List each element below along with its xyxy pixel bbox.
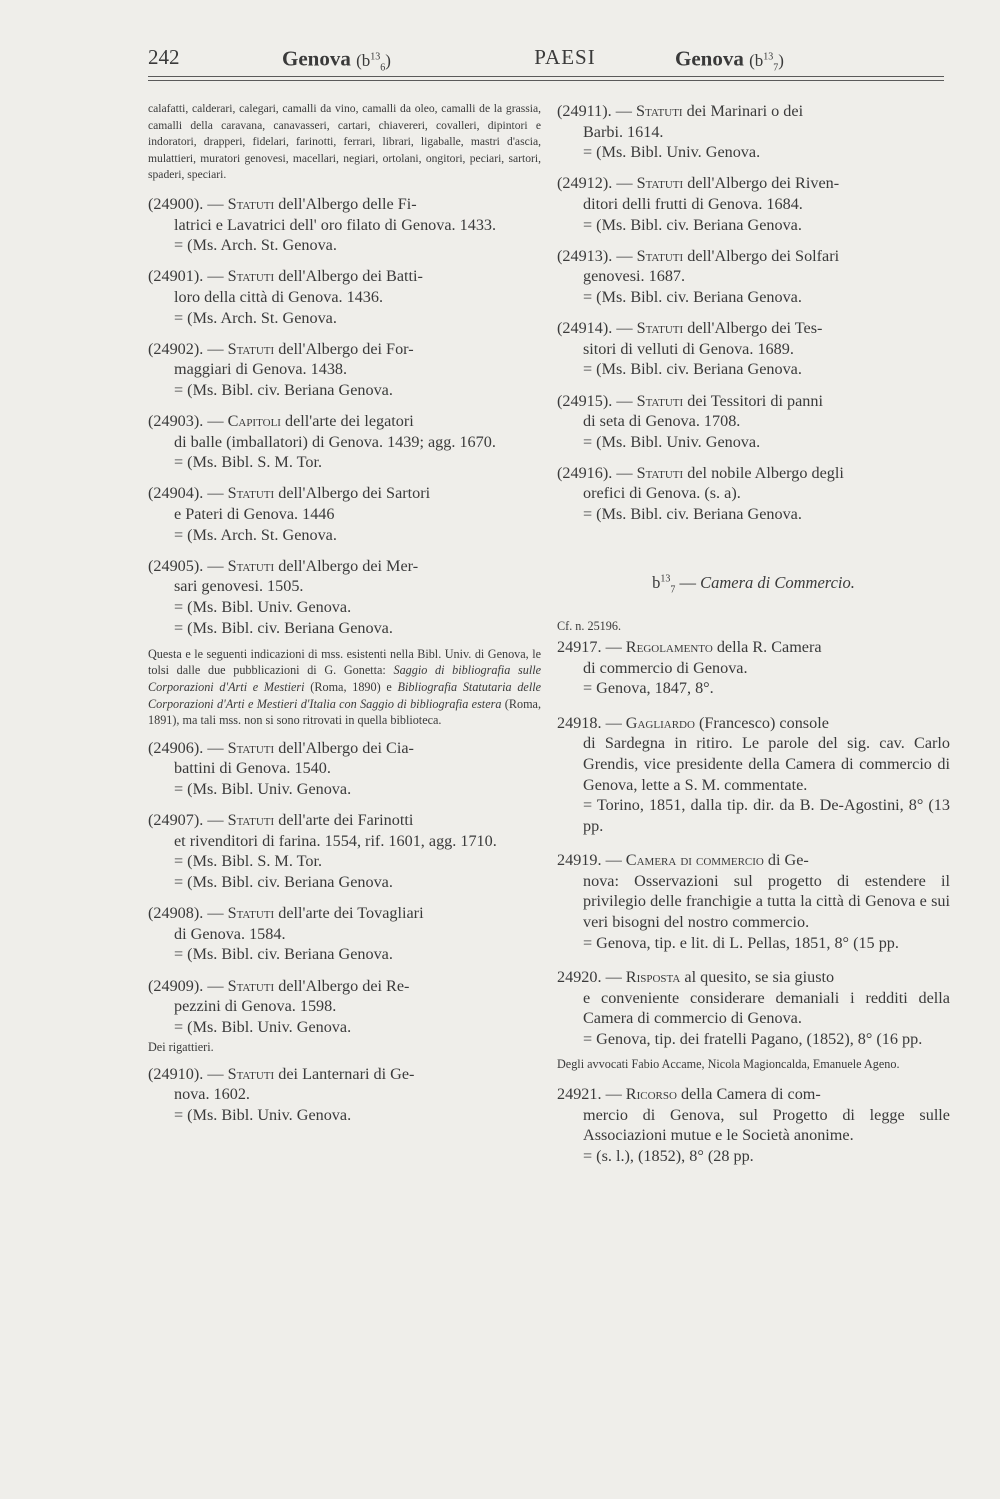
header-center: PAESI <box>534 45 596 69</box>
entry-24917: 24917. — Regolamento della R. Camera di commercio di Genova. = Genova, 1847, 8°. <box>557 637 822 698</box>
entry-24911: (24911). — Statuti dei Marinari o dei Barbi. 1614. = (Ms. Bibl. Univ. Genova. <box>557 102 804 162</box>
entry-24918: 24918. — Gagliardo (Francesco) console di Sardegna in ritiro. Le parole del sig. cav. Carlo Grendis, vice presidente della Camera di commercio di Genova, lette a S. M. commentate. = Torino, 1851, dalla tip. dir. da B. De-Agostini, 8° (13 pp. <box>557 713 950 835</box>
entry-24915: (24915). — Statuti dei Tessitori di panni di seta di Genova. 1708. = (Ms. Bibl. Univ. Genova. <box>557 391 823 451</box>
entry-24908: (24908). — Statuti dell'arte dei Tovagliari di Genova. 1584. = (Ms. Bibl. civ. Beriana Genova. <box>148 904 424 964</box>
source-note: Questa e le seguenti indicazioni di mss. esistenti nella Bibl. Univ. di Genova, le tolsi dalle due pubblicazioni di G. Gonetta: Saggio di bibliografia sulle Corporazioni d'Arti e Mestieri (Roma, 1890) e Bibliografia Statutaria delle Corporazioni d'Arti e Mestieri d'Italia con Saggio di bibliografia estera (Roma, 1891), ma tali mss. non si sono ritrovati in quella biblioteca. <box>148 646 542 728</box>
entry-24909: (24909). — Statuti dell'Albergo dei Re- pezzini di Genova. 1598. = (Ms. Bibl. Univ. Genova. <box>148 976 410 1036</box>
entry-24902: (24902). — Statuti dell'Albergo dei For- maggiari di Genova. 1438. = (Ms. Bibl. civ. Beriana Genova. <box>148 339 414 399</box>
entry-24906: (24906). — Statuti dell'Albergo dei Cia- battini di Genova. 1540. = (Ms. Bibl. Univ. Genova. <box>148 738 414 798</box>
entry-24920: 24920. — Risposta al quesito, se sia giusto e conveniente considerare demaniali i redditi della Camera di commercio di Genova. = Genova, tip. dei fratelli Pagano, (1852), 8° (16 pp. <box>557 968 950 1049</box>
entry-24903: (24903). — Capitoli dell'arte dei legatori di balle (imballatori) di Genova. 1439; agg. 1670. = (Ms. Bibl. S. M. Tor. <box>148 412 496 472</box>
entry-24919: 24919. — Camera di commercio di Ge- nova: Osservazioni sul progetto di estendere il privilegio delle franchigie a tutta la città di Genova e sui veri bisogni del nostro commercio. = Genova, tip. e lit. di L. Pellas, 1851, 8° (15 pp. <box>557 851 950 952</box>
right-column <box>557 101 950 1177</box>
lead-text: calafatti, calderari, calegari, camalli da vino, camalli da oleo, camalli de la grassia, camalli della caravana, canavasseri, cartari, chiavereri, covalleri, dipintori e indoratori, drapperi, fidelari, farinotti, ferrari, librari, ligaballe, mastri d'ascia, mulattieri, muratori genovesi, macellari, negiari, ortolani, ongitori, peciari, sartori, spaderi, speciari. <box>148 102 541 182</box>
page-number: 242 <box>148 45 180 69</box>
authors-note: Degli avvocati Fabio Accame, Nicola Magioncalda, Emanuele Ageno. <box>557 1056 900 1071</box>
running-header <box>148 42 944 76</box>
header-left-signature: $(b^{13}_6)$ <box>356 50 391 74</box>
cross-reference: Cf. n. 25196. <box>557 618 621 633</box>
header-right-signature: $(b^{13}_7)$ <box>749 50 784 74</box>
entry-24901: (24901). — Statuti dell'Albergo dei Batti- loro della città di Genova. 1436. = (Ms. Arch. St. Genova. <box>148 267 423 327</box>
entry-24921: 24921. — Ricorso della Camera di com- mercio di Genova, sul Progetto di legge sulle Associazioni mutue e le Società anonime. = (s. l.), (1852), 8° (28 pp. <box>557 1085 950 1166</box>
header-right-title: Genova <box>675 46 744 71</box>
entry-list-2 <box>148 738 541 1038</box>
rigattieri-note: Dei rigattieri. <box>148 1040 214 1055</box>
entry-24904: (24904). — Statuti dell'Albergo dei Sartori e Pateri di Genova. 1446 = (Ms. Arch. St. Genova. <box>148 484 431 544</box>
entry-list-right <box>557 101 950 525</box>
entry-24916: (24916). — Statuti del nobile Albergo degli orefici di Genova. (s. a). = (Ms. Bibl. civ. Beriana Genova. <box>557 463 844 524</box>
section-heading: $b^{13}_7$ — Camera di Commercio. <box>652 572 855 595</box>
entry-24912: (24912). — Statuti dell'Albergo dei Riven- ditori delli frutti di Genova. 1684. = (Ms. Bibl. civ. Beriana Genova. <box>557 174 840 234</box>
entry-24913: (24913). — Statuti dell'Albergo dei Solfari genovesi. 1687. = (Ms. Bibl. civ. Beriana Genova. <box>557 246 840 306</box>
header-left-title: Genova <box>282 46 351 71</box>
entry-24910: (24910). — Statuti dei Lanternari di Ge- nova. 1602. = (Ms. Bibl. Univ. Genova. <box>148 1064 415 1125</box>
header-rule-top <box>148 76 944 77</box>
entry-list <box>148 194 541 638</box>
left-column <box>148 101 541 1136</box>
header-rule-bottom <box>148 80 944 81</box>
entry-24907: (24907). — Statuti dell'arte dei Farinotti et rivenditori di farina. 1554, rif. 1601, agg. 1710. = (Ms. Bibl. S. M. Tor. = (Ms. Bibl. civ. Beriana Genova. <box>148 811 497 891</box>
entry-24914: (24914). — Statuti dell'Albergo dei Tes- sitori di velluti di Genova. 1689. = (Ms. Bibl. civ. Beriana Genova. <box>557 319 823 379</box>
entry-24900: (24900). — Statuti dell'Albergo delle Fi- latrici e Lavatrici dell' oro filato di Genova. 1433. = (Ms. Arch. St. Genova. <box>148 194 497 255</box>
entry-list-right-2 <box>557 637 950 1050</box>
entry-24905: (24905). — Statuti dell'Albergo dei Mer- sari genovesi. 1505. = (Ms. Bibl. Univ. Genova. = (Ms. Bibl. civ. Beriana Genova. <box>148 556 419 637</box>
